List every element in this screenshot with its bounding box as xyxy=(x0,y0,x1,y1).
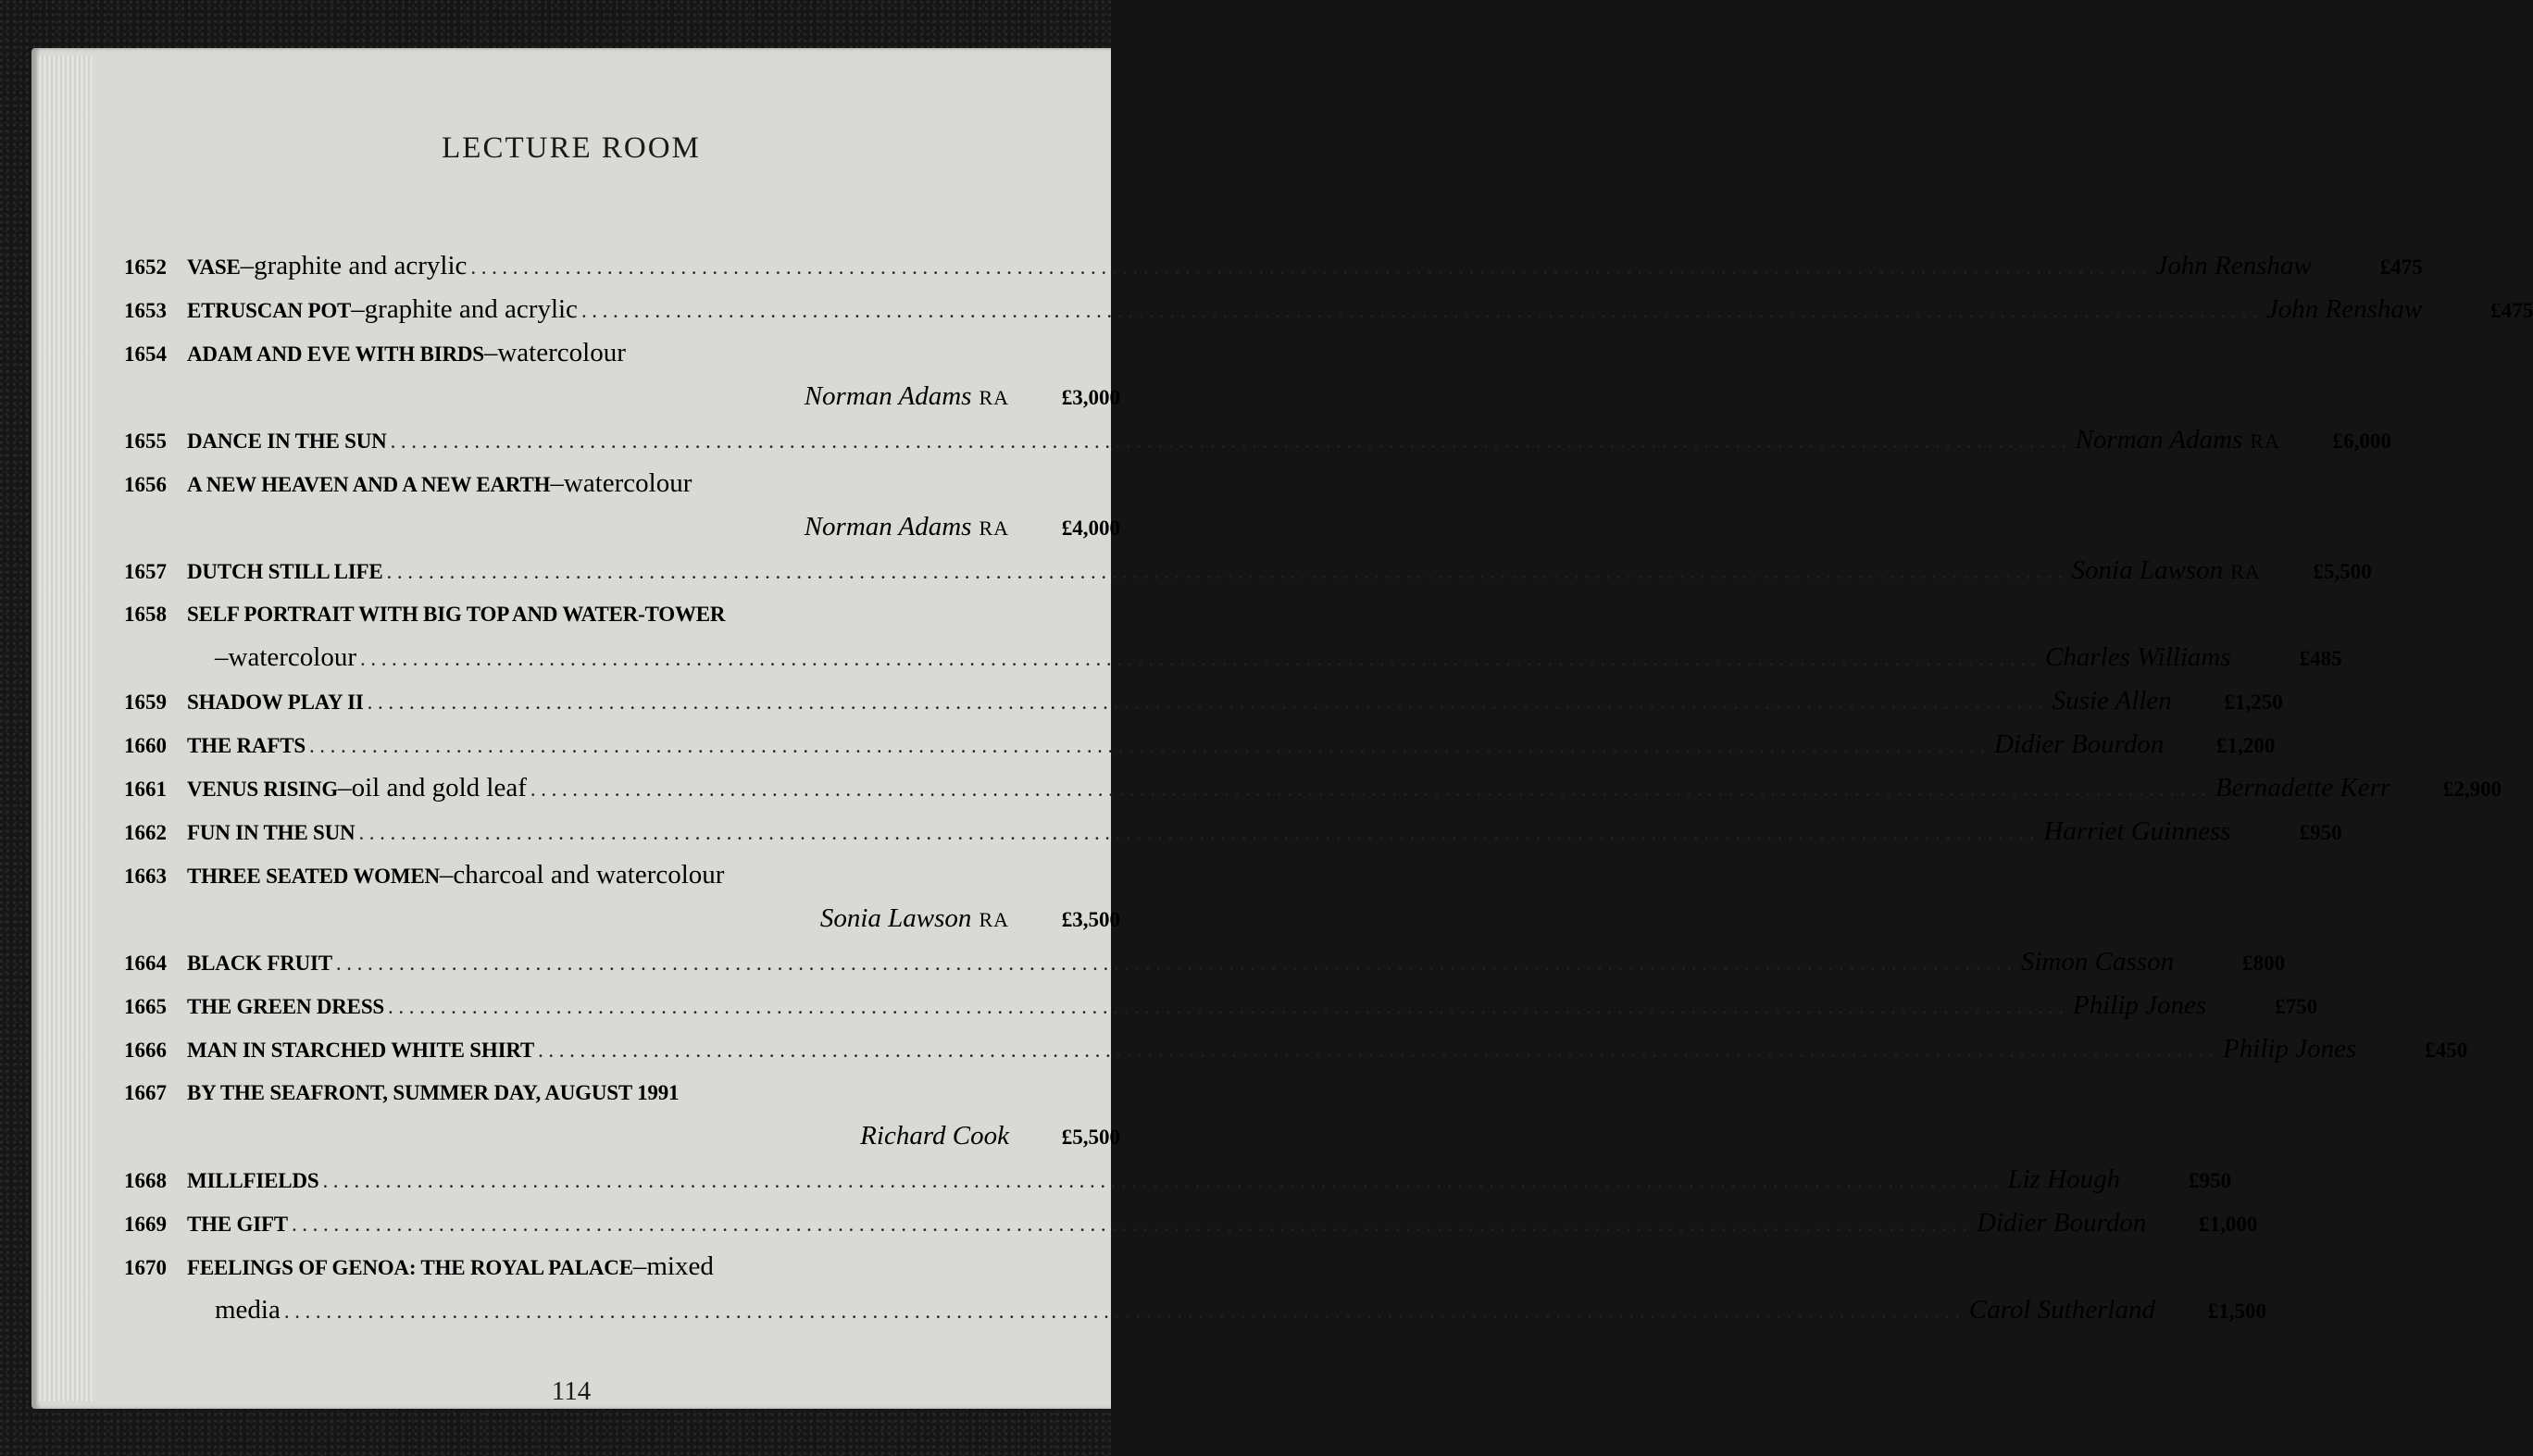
entry-artist: Bernadette Kerr xyxy=(2215,773,2391,803)
entry-number: 1662 xyxy=(124,821,167,844)
entry-ra-suffix: RA xyxy=(979,386,1009,409)
list-item xyxy=(124,1027,2468,1071)
list-item-continuation xyxy=(124,505,1120,549)
list-item-continuation xyxy=(124,636,2342,679)
dot-leader xyxy=(292,1202,1973,1246)
dot-leader xyxy=(530,767,2212,811)
entry-artist: Norman Adams xyxy=(2075,425,2243,454)
entry-title: DANCE IN THE SUN xyxy=(187,429,387,453)
dot-leader xyxy=(358,811,2040,854)
entry-number: 1664 xyxy=(124,952,167,975)
entry-number: 1653 xyxy=(124,299,167,322)
entry-price: £6,000 xyxy=(2332,429,2391,453)
entry-artist: Didier Bourdon xyxy=(1976,1208,2147,1238)
entry-title: THE RAFTS xyxy=(187,734,306,757)
entry-number: 1670 xyxy=(124,1256,167,1279)
entry-artist: Philip Jones xyxy=(2073,990,2207,1020)
entry-separator: – xyxy=(240,251,255,280)
entry-title: A NEW HEAVEN AND A NEW EARTH xyxy=(187,473,551,496)
dot-leader xyxy=(322,1159,2003,1202)
entry-medium: mixed xyxy=(646,1251,714,1281)
entry-number: 1660 xyxy=(124,734,167,757)
list-item xyxy=(124,810,2342,853)
entry-artist: Simon Casson xyxy=(2020,947,2175,977)
list-item xyxy=(124,1071,1120,1114)
entry-number: 1657 xyxy=(124,560,167,583)
entry-price: £950 xyxy=(2189,1169,2232,1192)
dot-leader xyxy=(368,680,2049,724)
entry-title: MILLFIELDS xyxy=(187,1169,319,1192)
entry-number: 1667 xyxy=(124,1081,167,1104)
entry-separator: – xyxy=(550,468,564,498)
entry-separator: – xyxy=(632,1251,647,1281)
list-item xyxy=(124,1245,1120,1288)
list-item xyxy=(124,766,2502,810)
entry-title: MAN IN STARCHED WHITE SHIRT xyxy=(187,1039,535,1062)
entry-separator: – xyxy=(338,773,352,803)
dot-leader xyxy=(360,637,2041,680)
entry-medium: graphite and acrylic xyxy=(364,294,578,324)
entry-ra-suffix: RA xyxy=(2250,429,2280,453)
list-item xyxy=(124,549,2372,592)
list-item-continuation xyxy=(124,1114,1120,1158)
entry-artist: Norman Adams xyxy=(804,381,972,411)
entry-title: DUTCH STILL LIFE xyxy=(187,560,383,583)
entry-number: 1654 xyxy=(124,342,167,366)
entry-medium: oil and gold leaf xyxy=(351,773,527,803)
entry-artist: Didier Bourdon xyxy=(1993,729,2165,759)
list-item xyxy=(124,244,2423,288)
entry-title: VASE xyxy=(187,255,241,279)
entry-price: £485 xyxy=(2299,647,2342,670)
entry-title: BLACK FRUIT xyxy=(187,952,332,975)
entry-price: £1,200 xyxy=(2216,734,2276,757)
page-number: 114 xyxy=(551,1376,592,1406)
entry-artist: Carol Sutherland xyxy=(1968,1295,2155,1325)
entry-title: VENUS RISING xyxy=(187,778,339,801)
entry-price: £800 xyxy=(2242,952,2286,975)
entry-number: 1665 xyxy=(124,995,167,1018)
entry-title: BY THE SEAFRONT, SUMMER DAY, AUGUST 1991 xyxy=(187,1081,680,1104)
list-item xyxy=(124,853,1120,897)
entry-artist: Sonia Lawson xyxy=(2071,555,2224,585)
entry-medium: watercolour xyxy=(228,642,356,672)
entry-price: £750 xyxy=(2275,995,2318,1018)
entry-price: £1,000 xyxy=(2199,1213,2258,1236)
list-item xyxy=(124,592,1120,636)
entry-number: 1666 xyxy=(124,1039,167,1062)
list-item xyxy=(124,940,2286,984)
entry-title: SHADOW PLAY II xyxy=(187,691,364,714)
entry-price: £5,500 xyxy=(2313,560,2372,583)
entry-artist: Richard Cook xyxy=(860,1121,1009,1151)
entry-price: £475 xyxy=(2490,299,2533,322)
entry-number: 1669 xyxy=(124,1213,167,1236)
dot-leader xyxy=(581,289,2263,332)
entry-title: FUN IN THE SUN xyxy=(187,821,356,844)
entry-medium: media xyxy=(215,1295,281,1325)
entry-price: £950 xyxy=(2299,821,2342,844)
list-item xyxy=(124,723,2276,766)
list-item-continuation xyxy=(124,1288,2266,1332)
entry-price: £1,250 xyxy=(2224,691,2283,714)
list-item xyxy=(124,418,2391,462)
dot-leader xyxy=(387,550,2068,593)
dot-leader xyxy=(538,1028,2219,1072)
entry-ra-suffix: RA xyxy=(979,908,1009,931)
entry-price: £450 xyxy=(2425,1039,2468,1062)
entry-separator: – xyxy=(483,338,498,367)
entry-artist: John Renshaw xyxy=(2265,294,2423,324)
catalogue-listing xyxy=(124,244,2533,1332)
entry-title: THREE SEATED WOMEN xyxy=(187,865,440,888)
dot-leader xyxy=(391,419,2072,463)
entry-separator: – xyxy=(215,642,229,672)
list-item xyxy=(124,1201,2258,1245)
entry-separator: – xyxy=(439,860,454,890)
entry-price: £2,900 xyxy=(2442,778,2502,801)
entry-number: 1659 xyxy=(124,691,167,714)
dot-leader xyxy=(309,724,1990,767)
dot-leader xyxy=(336,941,2017,985)
entry-artist: Sonia Lawson xyxy=(819,903,972,933)
entry-artist: Susie Allen xyxy=(2052,686,2172,716)
list-item xyxy=(124,1158,2232,1201)
entry-price: £5,500 xyxy=(1061,1126,1120,1149)
list-item xyxy=(124,462,1120,505)
list-item xyxy=(124,288,2533,331)
entry-number: 1658 xyxy=(124,603,167,626)
section-title: LECTURE ROOM xyxy=(442,131,701,165)
entry-number: 1663 xyxy=(124,865,167,888)
entry-ra-suffix: RA xyxy=(979,516,1009,540)
entry-artist: Charles Williams xyxy=(2045,642,2231,672)
entry-artist: Harriet Guinness xyxy=(2043,816,2231,846)
entry-price: £3,000 xyxy=(1061,386,1120,409)
entry-medium: charcoal and watercolour xyxy=(453,860,725,890)
entry-artist: John Renshaw xyxy=(2155,251,2312,280)
entry-title: SELF PORTRAIT WITH BIG TOP AND WATER-TOWER xyxy=(187,603,726,626)
list-item xyxy=(124,679,2283,723)
entry-number: 1655 xyxy=(124,429,167,453)
dot-leader xyxy=(284,1289,1965,1333)
list-item xyxy=(124,331,1120,375)
list-item-continuation xyxy=(124,897,1120,940)
entry-price: £1,500 xyxy=(2207,1300,2266,1323)
entry-medium: watercolour xyxy=(497,338,626,367)
entry-title: ETRUSCAN POT xyxy=(187,299,352,322)
entry-price: £4,000 xyxy=(1061,516,1120,540)
entry-artist: Norman Adams xyxy=(804,512,972,541)
entry-number: 1656 xyxy=(124,473,167,496)
entry-medium: watercolour xyxy=(563,468,693,498)
entry-number: 1668 xyxy=(124,1169,167,1192)
entry-price: £475 xyxy=(2379,255,2423,279)
entry-title: ADAM AND EVE WITH BIRDS xyxy=(187,342,484,366)
entry-artist: Philip Jones xyxy=(2223,1034,2357,1064)
entry-ra-suffix: RA xyxy=(2230,560,2261,583)
entry-medium: graphite and acrylic xyxy=(254,251,468,280)
list-item-continuation xyxy=(124,375,1120,418)
entry-artist: Liz Hough xyxy=(2007,1164,2121,1194)
entry-separator: – xyxy=(351,294,365,324)
entry-title: THE GREEN DRESS xyxy=(187,995,385,1018)
entry-title: THE GIFT xyxy=(187,1213,288,1236)
entry-number: 1661 xyxy=(124,778,167,801)
entry-number: 1652 xyxy=(124,255,167,279)
book-page-stack xyxy=(31,48,2533,1409)
entry-price: £3,500 xyxy=(1061,908,1120,931)
dot-leader xyxy=(388,985,2069,1028)
list-item xyxy=(124,984,2318,1027)
dot-leader xyxy=(470,245,2152,289)
entry-title: FEELINGS OF GENOA: THE ROYAL PALACE xyxy=(187,1256,633,1279)
